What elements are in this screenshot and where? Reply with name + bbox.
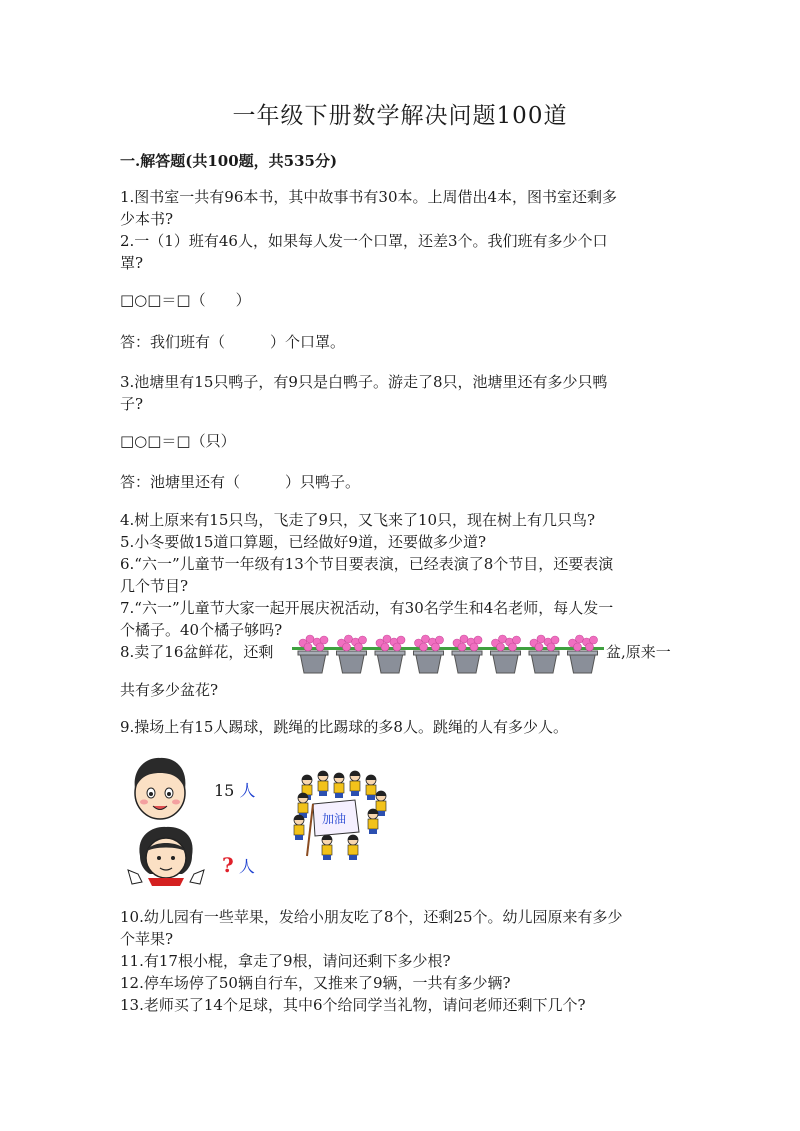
boy-face-image — [128, 755, 192, 823]
question-line: 个苹果? — [120, 930, 174, 948]
question-line: 1.图书室一共有96本书，其中故事书有30本。上周借出4本，图书室还剩多 — [120, 188, 618, 206]
flower-pot — [568, 635, 598, 673]
jumprope-count-label — [222, 853, 255, 877]
question-line: 少本书? — [120, 210, 174, 228]
question-line: 12.停车场停了50辆自行车，又推来了9辆，一共有多少辆? — [120, 974, 511, 992]
question-line: 11.有17根小棍，拿走了9根，请问还剩下多少根? — [120, 952, 451, 970]
kid-figure — [298, 793, 308, 818]
flower-pot — [452, 635, 482, 673]
question-line: 7.“六一”儿童节大家一起开展庆祝活动，有30名学生和4名老师，每人发一 — [120, 599, 614, 617]
page-title: 一年级下册数学解决问题100道 — [232, 103, 568, 129]
equation-blank: □○□＝□（ ） — [120, 291, 251, 309]
count-unit: 人 — [239, 781, 256, 800]
kid-figure — [294, 815, 304, 840]
question-line: 2.一（1）班有46人，如果每人发一个口罩，还差3个。我们班有多少个口 — [120, 232, 608, 250]
flower-pot — [414, 635, 444, 673]
kickball-count-label — [214, 778, 255, 801]
question-line: 个橘子。40个橘子够吗? — [120, 621, 283, 639]
answer-line: 答：池塘里还有（ ）只鸭子。 — [120, 473, 361, 491]
question-mark: ? — [222, 853, 234, 877]
kid-figure — [318, 771, 328, 796]
flower-pot — [491, 635, 521, 673]
flower-pot — [298, 635, 328, 673]
cheering-kids-image — [293, 770, 395, 860]
question-line: 共有多少盆花? — [120, 681, 219, 699]
question-line: 8.卖了16盆鲜花，还剩 — [120, 643, 274, 661]
flower-pot — [375, 635, 405, 673]
flag-text: 加油 — [322, 812, 347, 826]
question-line: 10.幼儿园有一些苹果，发给小朋友吃了8个，还剩25个。幼儿园原来有多少 — [120, 908, 623, 926]
count-unit: 人 — [238, 857, 255, 876]
question-line: 盆,原来一 — [606, 643, 671, 661]
kid-figure — [334, 773, 344, 798]
section-heading: 一.解答题(共100题，共535分) — [120, 152, 338, 170]
flower-pot — [529, 635, 559, 673]
kid-figure — [348, 835, 358, 860]
answer-line: 答：我们班有（ ）个口罩。 — [120, 333, 346, 351]
question-line: 13.老师买了14个足球，其中6个给同学当礼物，请问老师还剩下几个? — [120, 996, 586, 1014]
kid-figure — [322, 835, 332, 860]
flower-pots-image — [292, 633, 604, 675]
flower-pot — [337, 635, 367, 673]
question-line: 几个节目? — [120, 577, 189, 595]
question-line: 9.操场上有15人踢球，跳绳的比踢球的多8人。跳绳的人有多少人。 — [120, 718, 568, 736]
count-number: 15 — [214, 781, 235, 800]
question-line: 子? — [120, 395, 144, 413]
equation-blank: □○□＝□（只） — [120, 432, 236, 450]
question-line: 5.小冬要做15道口算题，已经做好9道，还要做多少道? — [120, 533, 486, 551]
kid-figure — [366, 775, 376, 800]
kid-figure — [368, 809, 378, 834]
question-line: 罩? — [120, 254, 144, 272]
question-line: 4.树上原来有15只鸟，飞走了9只，又飞来了10只，现在树上有几只鸟? — [120, 511, 596, 529]
question-line: 3.池塘里有15只鸭子，有9只是白鸭子。游走了8只，池塘里还有多少只鸭 — [120, 373, 608, 391]
question-line: 6.“六一”儿童节一年级有13个节目要表演，已经表演了8个节目，还要表演 — [120, 555, 614, 573]
girl-face-image — [126, 826, 206, 886]
kid-figure — [350, 771, 360, 796]
